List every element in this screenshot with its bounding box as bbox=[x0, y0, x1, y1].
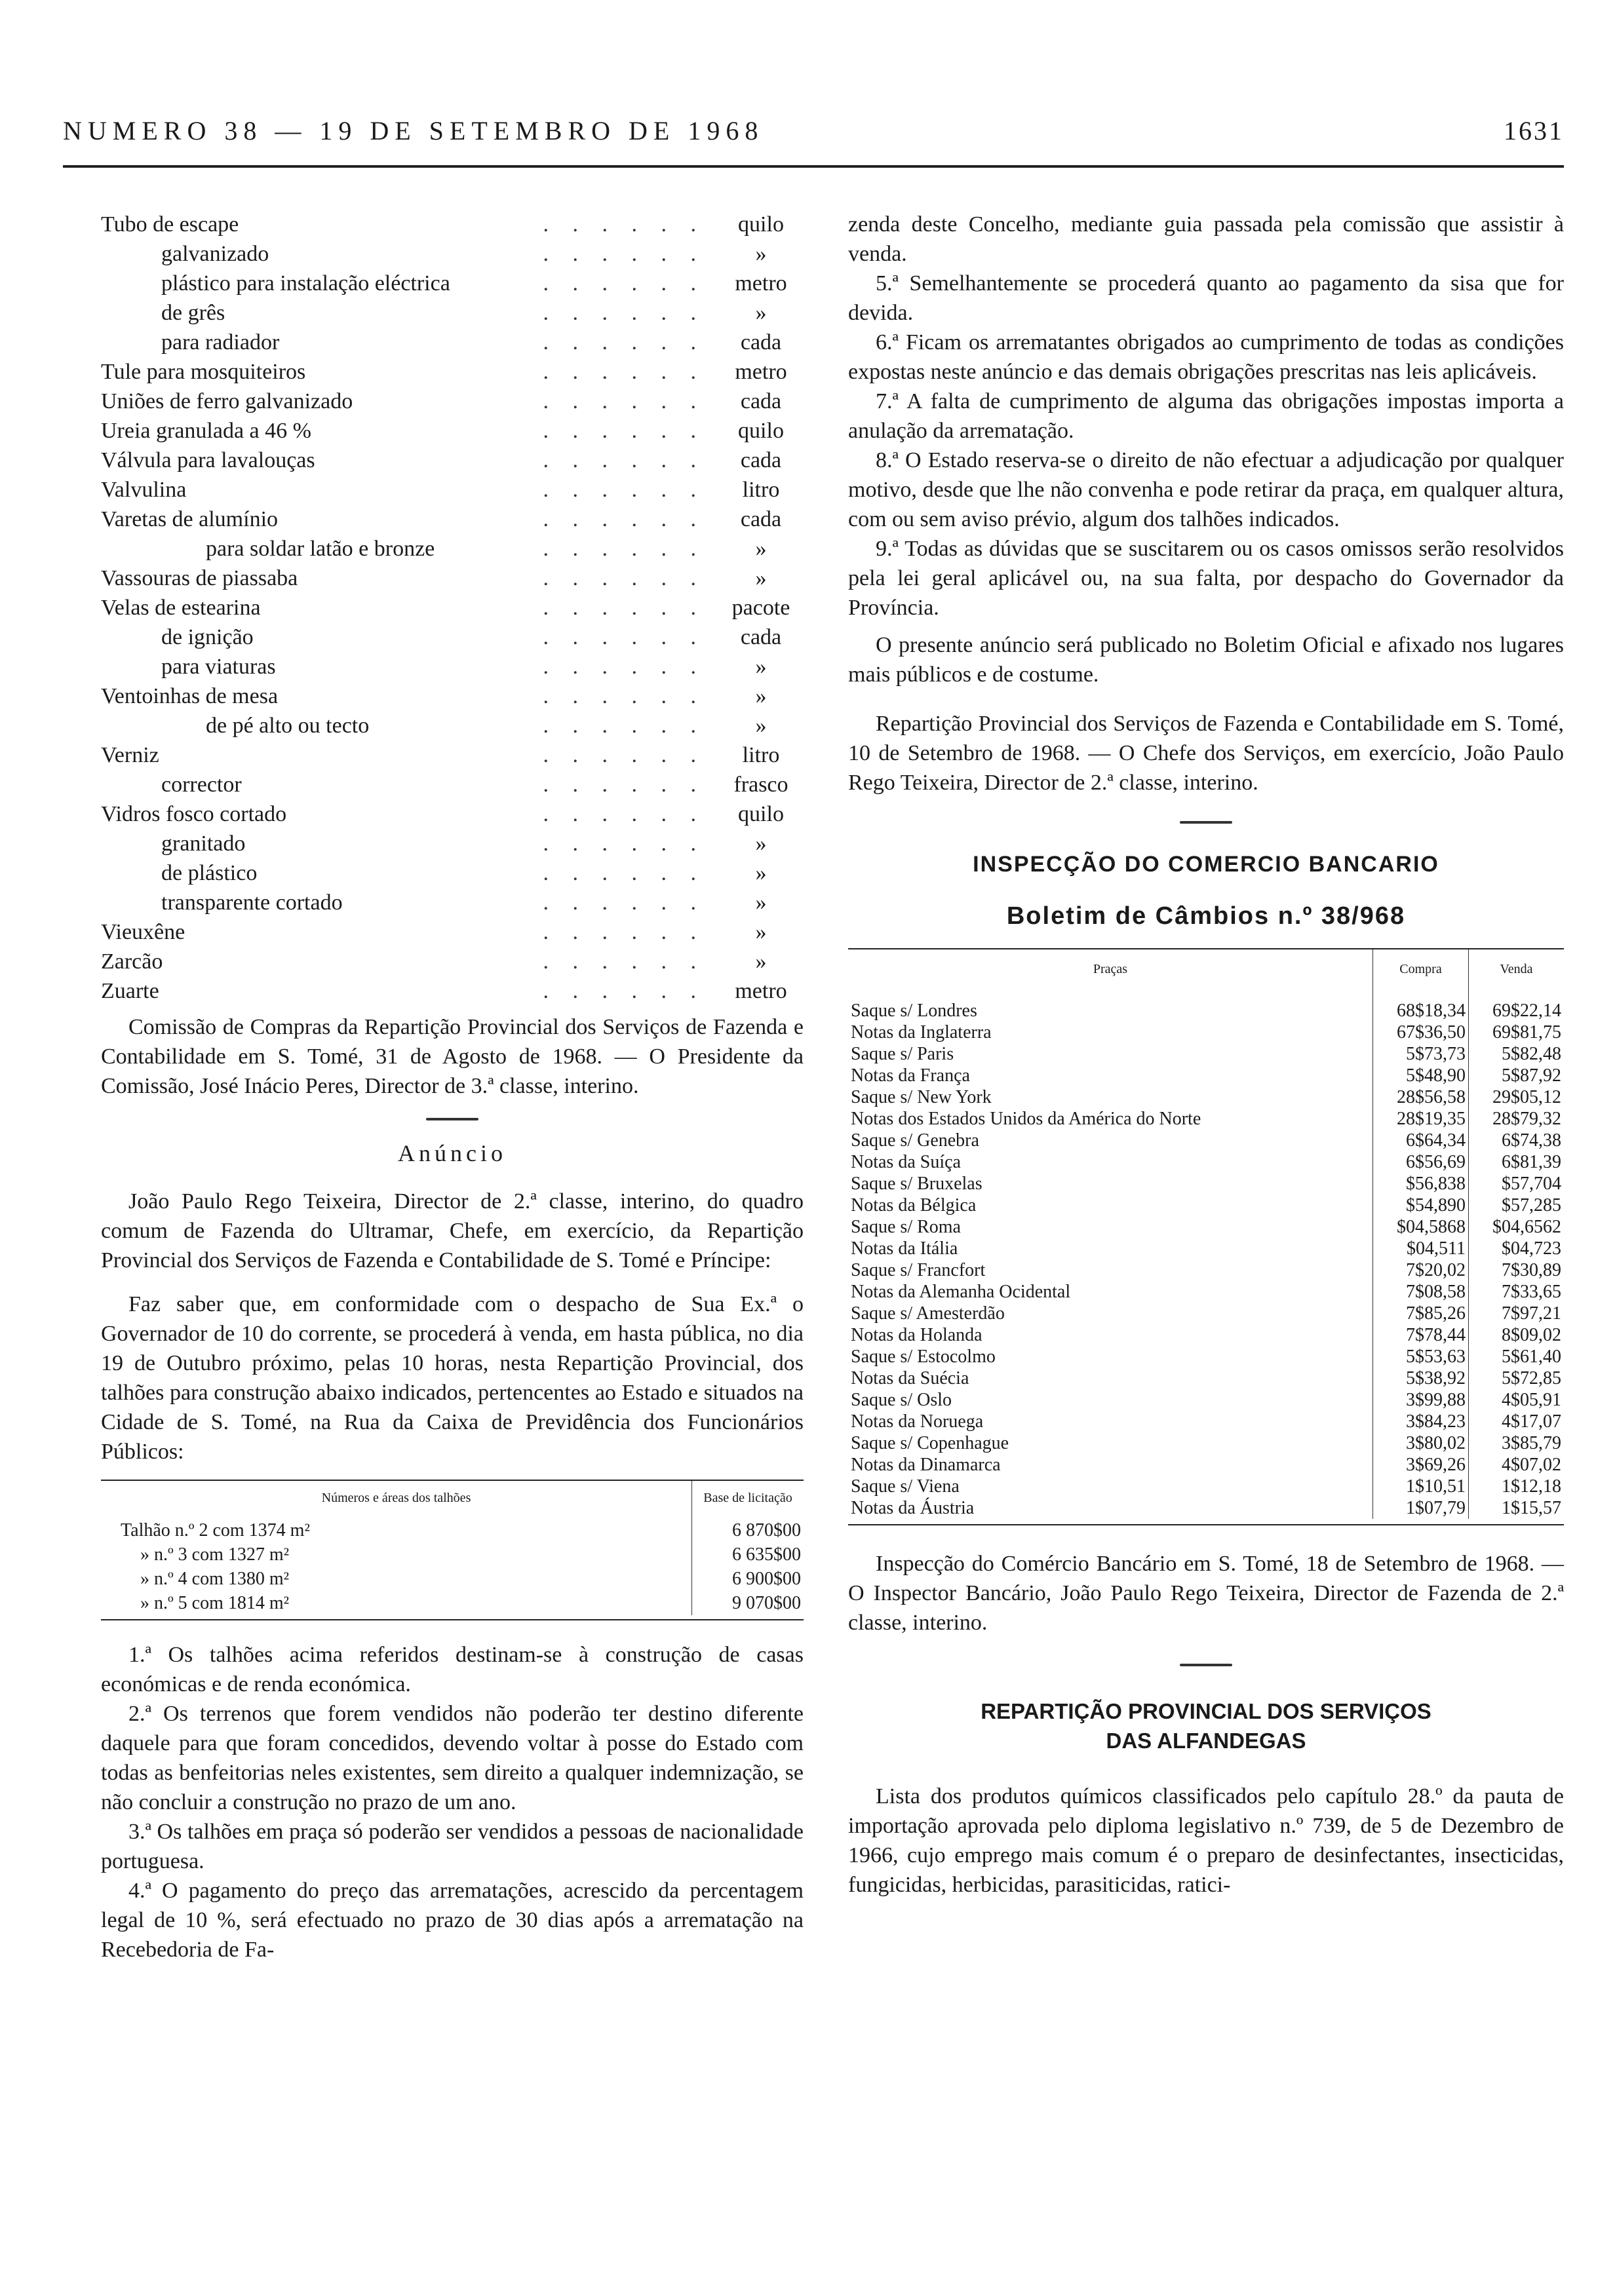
fx-buy: 5$48,90 bbox=[1373, 1065, 1469, 1086]
leader-dots: . . . . . . bbox=[543, 212, 705, 237]
product-row bbox=[101, 387, 804, 416]
fx-sell: $04,6562 bbox=[1492, 1217, 1561, 1237]
right-column bbox=[848, 210, 1564, 1900]
fx-place: Saque s/ Copenhague bbox=[848, 1432, 1373, 1454]
product-unit: pacote bbox=[731, 596, 790, 620]
continuation-paragraph: 9.ª Todas as dúvidas que se suscitarem ou os casos omissos serão resolvidos pela lei geral aplicável ou, na sua falta, por despacho do Governador da Província. bbox=[848, 537, 1564, 620]
leader-dots: . . . . . . bbox=[543, 832, 705, 856]
fx-sell: 6$74,38 bbox=[1502, 1130, 1561, 1151]
fx-buy: 67$36,50 bbox=[1373, 1022, 1469, 1043]
leader-dots: . . . . . . bbox=[543, 330, 705, 354]
product-unit: metro bbox=[735, 979, 787, 1003]
fx-row bbox=[848, 1151, 1564, 1173]
product-unit: » bbox=[755, 566, 767, 590]
fx-sell: 8$09,02 bbox=[1502, 1325, 1561, 1345]
lot-row bbox=[101, 1591, 804, 1615]
product-unit: litro bbox=[742, 743, 780, 767]
product-name: Verniz bbox=[101, 743, 159, 767]
lots-col-header-areas: Números e áreas dos talhões bbox=[101, 1481, 692, 1518]
product-row bbox=[101, 534, 804, 564]
fx-row bbox=[848, 1281, 1564, 1303]
fx-place: Notas da Dinamarca bbox=[848, 1454, 1373, 1476]
product-row bbox=[101, 711, 804, 740]
product-row bbox=[101, 622, 804, 652]
fx-place: Saque s/ Londres bbox=[848, 1000, 1373, 1022]
boletim-heading: Boletim de Câmbios n.º 38/968 bbox=[1006, 902, 1406, 930]
fx-buy: 3$99,88 bbox=[1373, 1389, 1469, 1411]
leader-dots: . . . . . . bbox=[543, 271, 705, 296]
product-row bbox=[101, 917, 804, 947]
product-row bbox=[101, 298, 804, 328]
fx-sell: 1$15,57 bbox=[1502, 1498, 1561, 1518]
fx-row bbox=[848, 1259, 1564, 1281]
fx-row bbox=[848, 1216, 1564, 1238]
fx-buy: 7$20,02 bbox=[1373, 1259, 1469, 1281]
product-name: granitado bbox=[161, 832, 246, 856]
product-row bbox=[101, 416, 804, 446]
product-unit: » bbox=[755, 242, 767, 266]
fx-buy: $04,511 bbox=[1373, 1238, 1469, 1259]
fx-sell: 4$07,02 bbox=[1502, 1455, 1561, 1475]
separator-dash bbox=[1180, 1664, 1232, 1666]
lot-row bbox=[101, 1542, 804, 1567]
fx-sell: 4$05,91 bbox=[1502, 1390, 1561, 1410]
product-unit: quilo bbox=[738, 212, 784, 237]
fx-row bbox=[848, 1238, 1564, 1259]
fx-place: Notas da Áustria bbox=[848, 1497, 1373, 1519]
fx-buy: 28$56,58 bbox=[1373, 1086, 1469, 1108]
product-name: Uniões de ferro galvanizado bbox=[101, 389, 353, 413]
fx-buy: 5$53,63 bbox=[1373, 1346, 1469, 1368]
issue-title: NUMERO 38 — 19 DE SETEMBRO DE 1968 bbox=[63, 116, 764, 145]
product-name: plástico para instalação eléctrica bbox=[161, 271, 450, 296]
fx-sell: 5$82,48 bbox=[1502, 1044, 1561, 1064]
lot-description: » n.º 5 com 1814 m² bbox=[101, 1591, 692, 1615]
product-name: Zuarte bbox=[101, 979, 159, 1003]
insp-signature: Inspecção do Comércio Bancário em S. Tomé, 18 de Setembro de 1968. — O Inspector Bancário, João Paulo Rego Teixeira, Director de Fazenda de 2.ª classe, interino. bbox=[848, 1552, 1564, 1635]
lots-col-header-base: Base de licitação bbox=[703, 1491, 792, 1505]
separator-dash bbox=[426, 1118, 478, 1120]
fx-sell: 3$85,79 bbox=[1502, 1433, 1561, 1453]
fx-place: Notas da Noruega bbox=[848, 1411, 1373, 1432]
fx-buy: 7$78,44 bbox=[1373, 1324, 1469, 1346]
product-unit: cada bbox=[740, 507, 782, 531]
fx-table-bottom-rule bbox=[848, 1524, 1564, 1525]
fx-place: Saque s/ Oslo bbox=[848, 1389, 1373, 1411]
fx-row bbox=[848, 1411, 1564, 1432]
fx-row bbox=[848, 1130, 1564, 1151]
leader-dots: . . . . . . bbox=[543, 861, 705, 885]
fx-sell: $57,704 bbox=[1502, 1174, 1561, 1194]
product-unit: cada bbox=[740, 448, 782, 472]
product-name: de plástico bbox=[161, 861, 258, 885]
fx-sell: 4$17,07 bbox=[1502, 1411, 1561, 1432]
fx-col-header-place: Praças bbox=[848, 949, 1373, 1000]
fx-place: Saque s/ Paris bbox=[848, 1043, 1373, 1065]
leader-dots: . . . . . . bbox=[543, 625, 705, 649]
fx-row bbox=[848, 1346, 1564, 1368]
product-unit: litro bbox=[742, 478, 780, 502]
product-unit: frasco bbox=[733, 773, 788, 797]
fx-buy: 3$84,23 bbox=[1373, 1411, 1469, 1432]
product-unit: » bbox=[755, 949, 767, 974]
product-row bbox=[101, 888, 804, 917]
fx-row bbox=[848, 1324, 1564, 1346]
fx-sell: 5$87,92 bbox=[1502, 1065, 1561, 1086]
product-name: de pé alto ou tecto bbox=[206, 714, 370, 738]
fx-sell: 7$33,65 bbox=[1502, 1282, 1561, 1302]
leader-dots: . . . . . . bbox=[543, 242, 705, 266]
product-row bbox=[101, 652, 804, 681]
lot-row bbox=[101, 1518, 804, 1542]
product-unit: » bbox=[755, 537, 767, 561]
product-row bbox=[101, 210, 804, 239]
fx-row bbox=[848, 1173, 1564, 1195]
product-name: Vidros fosco cortado bbox=[101, 802, 287, 826]
product-name: Ventoinhas de mesa bbox=[101, 684, 279, 708]
anuncio-heading: Anúncio bbox=[398, 1140, 507, 1166]
leader-dots: . . . . . . bbox=[543, 890, 705, 915]
product-name: Zarcão bbox=[101, 949, 163, 974]
product-row bbox=[101, 269, 804, 298]
fx-row bbox=[848, 1368, 1564, 1389]
fx-sell: 7$97,21 bbox=[1502, 1303, 1561, 1324]
leader-dots: . . . . . . bbox=[543, 920, 705, 944]
fx-buy: 6$64,34 bbox=[1373, 1130, 1469, 1151]
product-name: Válvula para lavalouças bbox=[101, 448, 315, 472]
fx-place: Saque s/ Roma bbox=[848, 1216, 1373, 1238]
leader-dots: . . . . . . bbox=[543, 566, 705, 590]
product-row bbox=[101, 357, 804, 387]
fx-buy: 5$73,73 bbox=[1373, 1043, 1469, 1065]
fx-row bbox=[848, 1195, 1564, 1216]
lot-description: » n.º 3 com 1327 m² bbox=[101, 1542, 692, 1567]
fx-row bbox=[848, 1022, 1564, 1043]
product-name: corrector bbox=[161, 773, 242, 797]
leader-dots: . . . . . . bbox=[543, 655, 705, 679]
fx-sell: 6$81,39 bbox=[1502, 1152, 1561, 1172]
alf-heading-line-1: REPARTIÇÃO PROVINCIAL DOS SERVIÇOS bbox=[981, 1699, 1431, 1723]
lot-base-value: 9 070$00 bbox=[732, 1593, 801, 1613]
fx-buy: 1$07,79 bbox=[1373, 1497, 1469, 1519]
fx-buy: $54,890 bbox=[1373, 1195, 1469, 1216]
fx-buy: 68$18,34 bbox=[1373, 1000, 1469, 1022]
product-row bbox=[101, 770, 804, 799]
continuation-paragraph: 7.ª A falta de cumprimento de alguma das obrigações impostas importa a anulação da arrematação. bbox=[848, 389, 1564, 443]
fx-place: Saque s/ Francfort bbox=[848, 1259, 1373, 1281]
fx-sell: 69$22,14 bbox=[1492, 1001, 1561, 1021]
lots-table-bottom-rule bbox=[101, 1619, 804, 1620]
product-row bbox=[101, 239, 804, 269]
product-row bbox=[101, 947, 804, 976]
fx-col-header-buy: Compra bbox=[1373, 949, 1469, 1000]
product-unit: quilo bbox=[738, 802, 784, 826]
product-name: Vieuxêne bbox=[101, 920, 185, 944]
product-unit: cada bbox=[740, 330, 782, 354]
leader-dots: . . . . . . bbox=[543, 507, 705, 531]
product-unit: » bbox=[755, 714, 767, 738]
product-row bbox=[101, 446, 804, 475]
fx-place: Saque s/ Amesterdão bbox=[848, 1303, 1373, 1324]
fx-buy: 6$56,69 bbox=[1373, 1151, 1469, 1173]
product-row bbox=[101, 799, 804, 829]
fx-buy: $04,5868 bbox=[1373, 1216, 1469, 1238]
continuation-paragraph: 8.ª O Estado reserva-se o direito de não efectuar a adjudicação por qualquer motivo, desde que lhe não convenha e pode retirar da praça, em qualquer altura, com ou sem aviso prévio, algum dos talhões indicados. bbox=[848, 448, 1564, 531]
fx-row bbox=[848, 1432, 1564, 1454]
fx-buy: 3$69,26 bbox=[1373, 1454, 1469, 1476]
product-name: Valvulina bbox=[101, 478, 187, 502]
leader-dots: . . . . . . bbox=[543, 802, 705, 826]
fx-row bbox=[848, 1389, 1564, 1411]
header-rule bbox=[63, 165, 1564, 168]
product-unit: » bbox=[755, 301, 767, 325]
fx-row bbox=[848, 1454, 1564, 1476]
separator-dash bbox=[1180, 821, 1232, 824]
lot-description: » n.º 4 com 1380 m² bbox=[101, 1567, 692, 1591]
leader-dots: . . . . . . bbox=[543, 596, 705, 620]
continuation-paragraph: 5.ª Semelhantemente se procederá quanto ao pagamento da sisa que for devida. bbox=[848, 271, 1564, 325]
fx-place: Notas da Suécia bbox=[848, 1368, 1373, 1389]
fx-place: Notas dos Estados Unidos da América do Norte bbox=[848, 1108, 1373, 1130]
leader-dots: . . . . . . bbox=[543, 389, 705, 413]
fx-sell: 1$12,18 bbox=[1502, 1476, 1561, 1497]
condition-paragraph: 3.ª Os talhões em praça só poderão ser vendidos a pessoas de nacionalidade portuguesa. bbox=[101, 1820, 804, 1873]
product-unit: » bbox=[755, 832, 767, 856]
lot-base-value: 6 870$00 bbox=[732, 1520, 801, 1540]
condition-paragraph: 1.ª Os talhões acima referidos destinam-se à construção de casas económicas e de renda económica. bbox=[101, 1643, 804, 1696]
anuncio-intro: João Paulo Rego Teixeira, Director de 2.ª classe, interino, do quadro comum de Fazenda do Ultramar, Chefe, em exercício, da Repartição Provincial dos Serviços de Fazenda e Contabilidade de S. Tomé e Príncipe: bbox=[101, 1189, 804, 1272]
product-name: para radiador bbox=[161, 330, 280, 354]
fx-buy: 5$38,92 bbox=[1373, 1368, 1469, 1389]
product-unit: » bbox=[755, 890, 767, 915]
lot-row bbox=[101, 1567, 804, 1591]
leader-dots: . . . . . . bbox=[543, 684, 705, 708]
continuation-paragraph: Repartição Provincial dos Serviços de Fazenda e Contabilidade em S. Tomé, 10 de Setembro de 1968. — O Chefe dos Serviços, em exercício, João Paulo Rego Teixeira, Director de 2.ª classe, interino. bbox=[848, 712, 1564, 795]
fx-row bbox=[848, 1043, 1564, 1065]
product-name: Ureia granulada a 46 % bbox=[101, 419, 311, 443]
fx-row bbox=[848, 1086, 1564, 1108]
fx-sell: $04,723 bbox=[1502, 1238, 1561, 1259]
condition-paragraph: 4.ª O pagamento do preço das arrematações, acrescido da percentagem legal de 10 %, será efectuado no prazo de 30 dias após a arrematação na Recebedoria de Fa- bbox=[101, 1879, 804, 1962]
leader-dots: . . . . . . bbox=[543, 360, 705, 384]
fx-col-header-sell: Venda bbox=[1500, 962, 1533, 976]
product-unit: cada bbox=[740, 389, 782, 413]
product-name: Varetas de alumínio bbox=[101, 507, 279, 531]
fx-place: Notas da Holanda bbox=[848, 1324, 1373, 1346]
leader-dots: . . . . . . bbox=[543, 979, 705, 1003]
alf-heading-line-2: DAS ALFANDEGAS bbox=[1106, 1729, 1306, 1753]
insp-heading: INSPECÇÃO DO COMERCIO BANCARIO bbox=[973, 852, 1439, 877]
product-unit: metro bbox=[735, 271, 787, 296]
product-unit: » bbox=[755, 655, 767, 679]
fx-buy: 1$10,51 bbox=[1373, 1476, 1469, 1497]
product-row bbox=[101, 740, 804, 770]
product-row bbox=[101, 475, 804, 505]
product-name: Tubo de escape bbox=[101, 212, 239, 237]
leader-dots: . . . . . . bbox=[543, 419, 705, 443]
conditions-list bbox=[101, 1640, 804, 1964]
continuation-paragraph: O presente anúncio será publicado no Boletim Oficial e afixado nos lugares mais públicos e de costume. bbox=[848, 633, 1564, 687]
product-row bbox=[101, 505, 804, 534]
product-row bbox=[101, 328, 804, 357]
lot-base-value: 6 635$00 bbox=[732, 1544, 801, 1565]
product-unit: metro bbox=[735, 360, 787, 384]
fx-sell: 69$81,75 bbox=[1492, 1022, 1561, 1043]
condition-paragraph: 2.ª Os terrenos que forem vendidos não poderão ter destino diferente daquele para que foram concedidos, devendo voltar à posse do Estado com todas as benfeitorias neles existentes, sem direito a qualquer indemnização, se não concluir a construção no prazo de um ano. bbox=[101, 1702, 804, 1814]
leader-dots: . . . . . . bbox=[543, 478, 705, 502]
product-name: Vassouras de piassaba bbox=[101, 566, 298, 590]
fx-row bbox=[848, 1000, 1564, 1022]
fx-place: Saque s/ Estocolmo bbox=[848, 1346, 1373, 1368]
leader-dots: . . . . . . bbox=[543, 714, 705, 738]
product-name: transparente cortado bbox=[161, 890, 343, 915]
lot-description: Talhão n.º 2 com 1374 m² bbox=[101, 1518, 692, 1542]
fx-place: Saque s/ Bruxelas bbox=[848, 1173, 1373, 1195]
fx-row bbox=[848, 1108, 1564, 1130]
continuation-paragraph: zenda deste Concelho, mediante guia passada pela comissão que assistir à venda. bbox=[848, 212, 1564, 266]
product-name: Velas de estearina bbox=[101, 596, 261, 620]
fx-sell: 5$61,40 bbox=[1502, 1347, 1561, 1367]
fx-buy: 28$19,35 bbox=[1373, 1108, 1469, 1130]
product-name: Tule para mosquiteiros bbox=[101, 360, 306, 384]
leader-dots: . . . . . . bbox=[543, 301, 705, 325]
fx-place: Notas da Bélgica bbox=[848, 1195, 1373, 1216]
anuncio-continuation bbox=[848, 210, 1564, 797]
leader-dots: . . . . . . bbox=[543, 537, 705, 561]
continuation-paragraph: 6.ª Ficam os arrematantes obrigados ao cumprimento de todas as condições expostas neste anúncio e das demais obrigações prescritas nas leis aplicáveis. bbox=[848, 330, 1564, 384]
leader-dots: . . . . . . bbox=[543, 773, 705, 797]
product-unit: cada bbox=[740, 625, 782, 649]
product-row bbox=[101, 976, 804, 1006]
product-unit: » bbox=[755, 920, 767, 944]
fx-buy: $56,838 bbox=[1373, 1173, 1469, 1195]
product-row bbox=[101, 593, 804, 622]
fx-row bbox=[848, 1476, 1564, 1497]
fx-sell: 7$30,89 bbox=[1502, 1260, 1561, 1280]
alf-list-intro: Lista dos produtos químicos classificados pelo capítulo 28.º da pauta de importação aprovada pelo diploma legislativo n.º 739, de 5 de Dezembro de 1966, cujo emprego mais comum é o preparo de desinfectantes, insecticidas, fungicidas, herbicidas, parasiticidas, ratici- bbox=[848, 1784, 1564, 1897]
page-number: 1631 bbox=[1504, 116, 1564, 145]
leader-dots: . . . . . . bbox=[543, 448, 705, 472]
fx-place: Notas da Suíça bbox=[848, 1151, 1373, 1173]
product-name: de ignição bbox=[161, 625, 254, 649]
fx-place: Notas da Inglaterra bbox=[848, 1022, 1373, 1043]
product-unit: » bbox=[755, 861, 767, 885]
product-unit: » bbox=[755, 684, 767, 708]
product-unit-list bbox=[101, 210, 804, 1006]
product-row bbox=[101, 564, 804, 593]
lots-table bbox=[101, 1481, 804, 1615]
fx-place: Saque s/ Genebra bbox=[848, 1130, 1373, 1151]
product-name: galvanizado bbox=[161, 242, 269, 266]
fx-place: Notas da França bbox=[848, 1065, 1373, 1086]
fx-row bbox=[848, 1303, 1564, 1324]
product-name: para viaturas bbox=[161, 655, 276, 679]
fx-sell: 29$05,12 bbox=[1492, 1087, 1561, 1107]
product-unit: quilo bbox=[738, 419, 784, 443]
product-name: para soldar latão e bronze bbox=[206, 537, 435, 561]
product-name: de grês bbox=[161, 301, 225, 325]
fx-row bbox=[848, 1497, 1564, 1519]
fx-place: Saque s/ Viena bbox=[848, 1476, 1373, 1497]
leader-dots: . . . . . . bbox=[543, 743, 705, 767]
lot-base-value: 6 900$00 bbox=[732, 1569, 801, 1589]
product-row bbox=[101, 829, 804, 858]
leader-dots: . . . . . . bbox=[543, 949, 705, 974]
fx-buy: 3$80,02 bbox=[1373, 1432, 1469, 1454]
fx-place: Saque s/ New York bbox=[848, 1086, 1373, 1108]
fx-place: Notas da Itália bbox=[848, 1238, 1373, 1259]
page-header bbox=[63, 110, 1564, 156]
product-row bbox=[101, 681, 804, 711]
fx-buy: 7$85,26 bbox=[1373, 1303, 1469, 1324]
anuncio-body: Faz saber que, em conformidade com o despacho de Sua Ex.ª o Governador de 10 do corrente, se procederá à venda, em hasta pública, no dia 19 de Outubro próximo, pelas 10 horas, nesta Repartição Provincial, dos talhões para construção abaixo indicados, pertencentes ao Estado e situados na Cidade de S. Tomé, na Rua da Caixa de Previdência dos Funcionários Públicos: bbox=[101, 1292, 804, 1464]
fx-table bbox=[848, 949, 1564, 1519]
commission-signature: Comissão de Compras da Repartição Provincial dos Serviços de Fazenda e Contabilidade em S. Tomé, 31 de Agosto de 1968. — O Presidente da Comissão, José Inácio Peres, Director de 3.ª classe, interino. bbox=[101, 1015, 804, 1098]
fx-place: Notas da Alemanha Ocidental bbox=[848, 1281, 1373, 1303]
product-row bbox=[101, 858, 804, 888]
left-column bbox=[101, 210, 804, 1964]
fx-sell: $57,285 bbox=[1502, 1195, 1561, 1215]
fx-row bbox=[848, 1065, 1564, 1086]
fx-buy: 7$08,58 bbox=[1373, 1281, 1469, 1303]
fx-sell: 28$79,32 bbox=[1492, 1109, 1561, 1129]
fx-sell: 5$72,85 bbox=[1502, 1368, 1561, 1388]
